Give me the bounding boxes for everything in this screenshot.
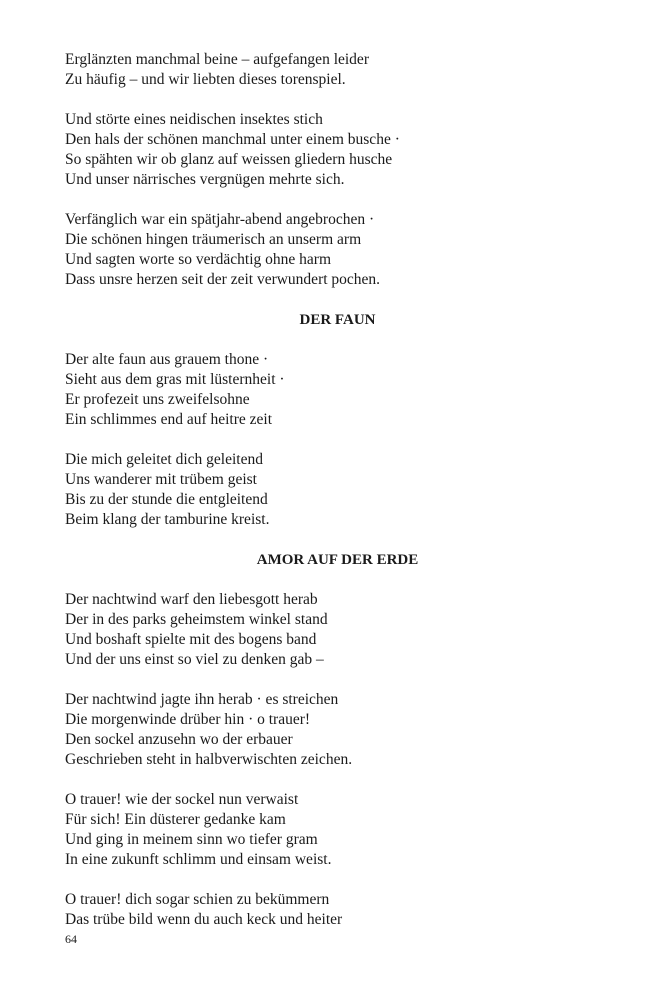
- stanza: [65, 450, 610, 530]
- stanza: [65, 690, 610, 770]
- verse-line: Und unser närrisches vergnügen mehrte sich.: [65, 171, 345, 188]
- stanza: [65, 790, 610, 870]
- stanza: [65, 350, 610, 430]
- verse-line: Das trübe bild wenn du auch keck und heiter: [65, 911, 343, 928]
- poem-der-faun: [65, 310, 610, 530]
- poem-title: AMOR AUF DER ERDE: [256, 552, 419, 568]
- verse-line: Und ging in meinem sinn wo tiefer gram: [65, 831, 318, 848]
- verse-line: Der nachtwind jagte ihn herab · es streichen: [65, 691, 339, 708]
- verse-line: Zu häufig – und wir liebten dieses torenspiel.: [65, 71, 346, 88]
- verse-line: Für sich! Ein düsterer gedanke kam: [65, 811, 286, 828]
- verse-line: Dass unsre herzen seit der zeit verwundert pochen.: [65, 271, 381, 288]
- stanza: [65, 210, 610, 290]
- poem-amor-auf-der-erde: [65, 550, 610, 930]
- verse-line: Bis zu der stunde die entgleitend: [65, 491, 268, 508]
- verse-line: Er profezeit uns zweifelsohne: [65, 391, 250, 408]
- verse-line: Die morgenwinde drüber hin · o trauer!: [65, 711, 311, 728]
- verse-line: Und störte eines neidischen insektes stich: [65, 111, 323, 128]
- verse-line: Geschrieben steht in halbverwischten zeichen.: [65, 751, 353, 768]
- verse-line: Den hals der schönen manchmal unter einem busche ·: [65, 131, 400, 148]
- verse-line: Erglänzten manchmal beine – aufgefangen leider: [65, 51, 369, 68]
- page-body: [65, 50, 610, 950]
- stanza: [65, 50, 610, 90]
- verse-line: Der alte faun aus grauem thone ·: [65, 351, 269, 368]
- verse-line: Ein schlimmes end auf heitre zeit: [65, 411, 273, 428]
- verse-line: So spähten wir ob glanz auf weissen gliedern husche: [65, 151, 393, 168]
- verse-line: Die schönen hingen träumerisch an unserm arm: [65, 231, 362, 248]
- stanza: [65, 110, 610, 190]
- stanza: [65, 890, 610, 930]
- verse-line: Und sagten worte so verdächtig ohne harm: [65, 251, 332, 268]
- verse-line: Sieht aus dem gras mit lüsternheit ·: [65, 371, 285, 388]
- poem-continued: [65, 50, 610, 290]
- verse-line: In eine zukunft schlimm und einsam weist.: [65, 851, 332, 868]
- verse-line: Die mich geleitet dich geleitend: [65, 451, 263, 468]
- stanza: [65, 590, 610, 670]
- verse-line: Verfänglich war ein spätjahr-abend angebrochen ·: [65, 211, 375, 228]
- verse-line: Uns wanderer mit trübem geist: [65, 471, 257, 488]
- verse-line: Beim klang der tamburine kreist.: [65, 511, 270, 528]
- verse-line: Der nachtwind warf den liebesgott herab: [65, 591, 318, 608]
- verse-line: O trauer! wie der sockel nun verwaist: [65, 791, 299, 808]
- verse-line: Und der uns einst so viel zu denken gab –: [65, 651, 324, 668]
- verse-line: O trauer! dich sogar schien zu bekümmern: [65, 891, 330, 908]
- verse-line: Der in des parks geheimstem winkel stand: [65, 611, 328, 628]
- verse-line: Den sockel anzusehn wo der erbauer: [65, 731, 293, 748]
- verse-line: Und boshaft spielte mit des bogens band: [65, 631, 317, 648]
- poem-title: DER FAUN: [299, 312, 376, 328]
- page-number: 64: [65, 932, 77, 946]
